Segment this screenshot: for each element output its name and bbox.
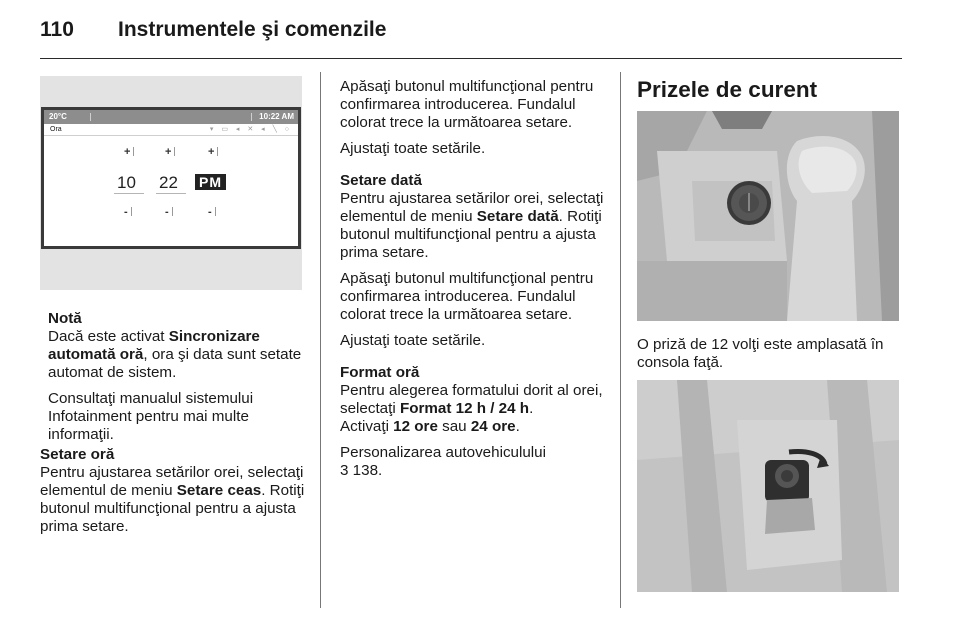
- power-outlet-caption: O priză de 12 volţi este amplasată în consola faţă.: [637, 336, 884, 371]
- time-setting-section: [40, 442, 310, 544]
- power-outlets-heading: Prizele de curent: [637, 77, 818, 102]
- outlet-cover-illustration: [637, 380, 899, 592]
- time-setting-paragraph: Pentru ajustarea setărilor orei, selectaţi elementul de meniu Setare ceas. Rotiţi butonul multifuncţional pentru a ajusta prima setare.: [40, 464, 305, 535]
- note-paragraph-2: Consultaţi manualul sistemului Infotainment pentru mai multe informaţii.: [48, 390, 254, 443]
- hour-plus-button[interactable]: +: [124, 146, 134, 158]
- note-paragraph-1: Dacă este activat Sincronizare automată oră, ora şi data sunt setate automat de sistem.: [48, 328, 302, 381]
- hour-value: 10: [117, 173, 136, 192]
- status-separator: [90, 113, 91, 121]
- time-format-heading: Format oră: [340, 364, 420, 381]
- note-heading: Notă: [48, 310, 82, 327]
- status-icons: ▾ ▭ ◂ ✕ ◂ ╲ ○: [209, 126, 292, 133]
- minute-value: 22: [159, 173, 178, 192]
- header-rule: [40, 58, 902, 59]
- column-divider-1: [320, 72, 321, 608]
- date-setting-heading: Setare dată: [340, 172, 422, 189]
- date-setting-paragraph: Pentru ajustarea setărilor orei, selectaţi elementul de meniu Setare dată. Rotiţi butonul multifuncţional pentru a ajusta prima setare.: [340, 190, 604, 261]
- adjust-paragraph-2: Ajustaţi toate setările.: [340, 332, 486, 349]
- time-setting-heading: Setare oră: [40, 446, 115, 463]
- note-block: [48, 306, 310, 452]
- hour-underline: [114, 193, 144, 194]
- period-minus-button[interactable]: -: [208, 206, 216, 218]
- adjust-paragraph-1: Ajustaţi toate setările.: [340, 140, 486, 157]
- confirm-paragraph-1: Apăsaţi butonul multifuncţional pentru confirmarea introducerea. Fundalul colorat trece la următoarea setare.: [340, 78, 594, 131]
- page-number: 110: [40, 18, 74, 41]
- outlet-cover-photo: [637, 380, 899, 592]
- column-2: [340, 78, 606, 488]
- column-divider-2: [620, 72, 621, 608]
- infotainment-screen: [41, 107, 301, 249]
- minute-plus-button[interactable]: +: [165, 146, 175, 158]
- power-outlet-illustration: [637, 111, 899, 321]
- minute-underline: [156, 193, 186, 194]
- screen-status-bar: [44, 110, 298, 124]
- screen-menu-label: Ora: [50, 126, 62, 133]
- confirm-paragraph-2: Apăsaţi butonul multifuncţional pentru confirmarea introducerea. Fundalul colorat trece la următoarea setare.: [340, 270, 594, 323]
- cross-reference[interactable]: Personalizarea autovehiculului 3 138.: [340, 444, 547, 479]
- hour-minus-button[interactable]: -: [124, 206, 132, 218]
- screen-menu-bar: [44, 124, 298, 136]
- reference-arrow-icon: 3: [340, 462, 349, 479]
- minute-minus-button[interactable]: -: [165, 206, 173, 218]
- clock-settings-figure: [40, 76, 302, 290]
- period-value: PM: [195, 174, 226, 190]
- screen-clock: 10:22 AM: [259, 112, 294, 121]
- time-format-paragraph: Pentru alegerea formatului dorit al orei, selectaţi Format 12 h / 24 h. Activaţi 12 ore sau 24 ore.: [340, 382, 603, 435]
- power-outlet-photo: [637, 111, 899, 321]
- page-title: Instrumentele şi comenzile: [118, 18, 387, 41]
- screen-temperature: 20°C: [49, 112, 67, 121]
- period-plus-button[interactable]: +: [208, 146, 218, 158]
- status-separator: [251, 113, 252, 121]
